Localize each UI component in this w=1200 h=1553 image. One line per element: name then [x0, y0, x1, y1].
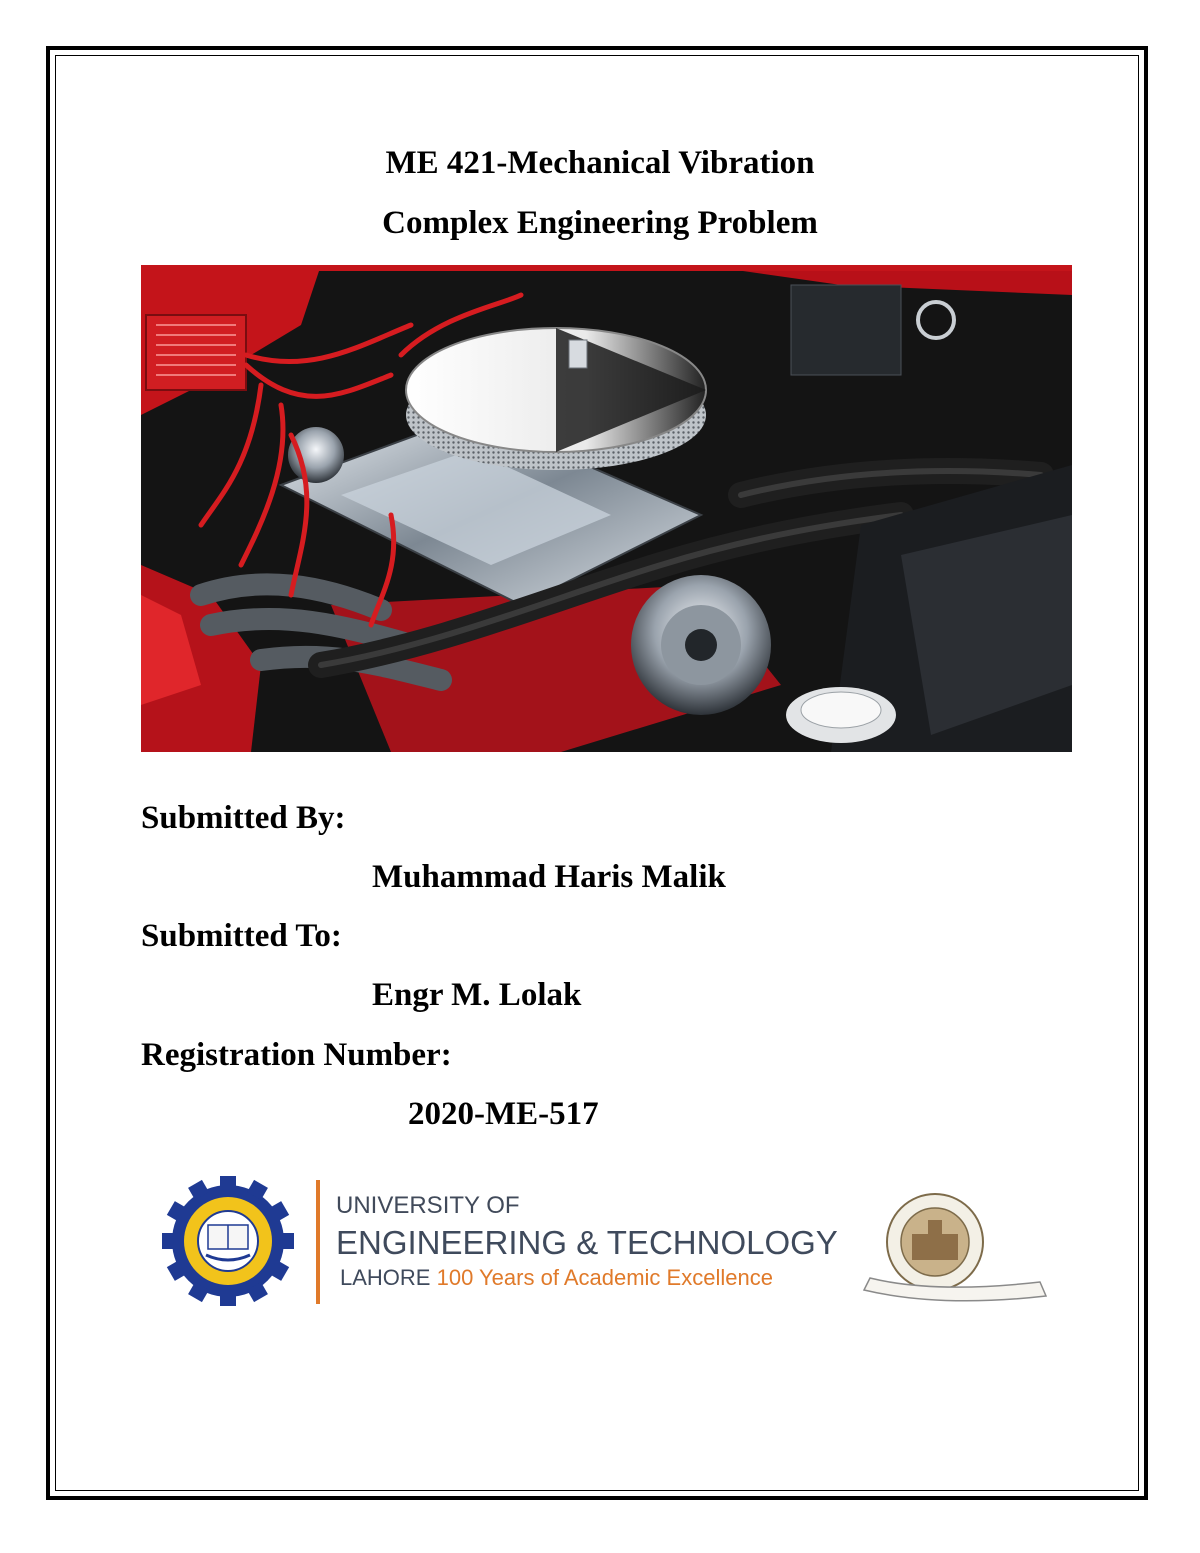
engine-photo-icon [141, 265, 1072, 752]
logo-line-university-of: UNIVERSITY OF [336, 1192, 520, 1219]
centenary-badge-icon [850, 1190, 1050, 1302]
instructor-name: Engr M. Lolak [372, 977, 582, 1013]
student-name: Muhammad Haris Malik [372, 859, 726, 895]
engine-photo [141, 265, 1072, 752]
submitted-to-label: Submitted To: [141, 918, 342, 954]
logo-line-lahore [340, 1265, 773, 1291]
registration-label: Registration Number: [141, 1037, 452, 1073]
logo-line-engineering-technology: ENGINEERING & TECHNOLOGY [336, 1224, 838, 1261]
logo-lahore-word: LAHORE [340, 1265, 431, 1290]
logo-centenary-text: 100 Years of Academic Excellence [436, 1265, 773, 1290]
uet-seal-icon [150, 1176, 306, 1306]
submitted-by-label: Submitted By: [141, 800, 346, 836]
course-title: ME 421-Mechanical Vibration [385, 145, 815, 181]
document-subtitle: Complex Engineering Problem [382, 205, 818, 241]
logo-divider [316, 1180, 320, 1304]
registration-number: 2020-ME-517 [408, 1096, 599, 1132]
